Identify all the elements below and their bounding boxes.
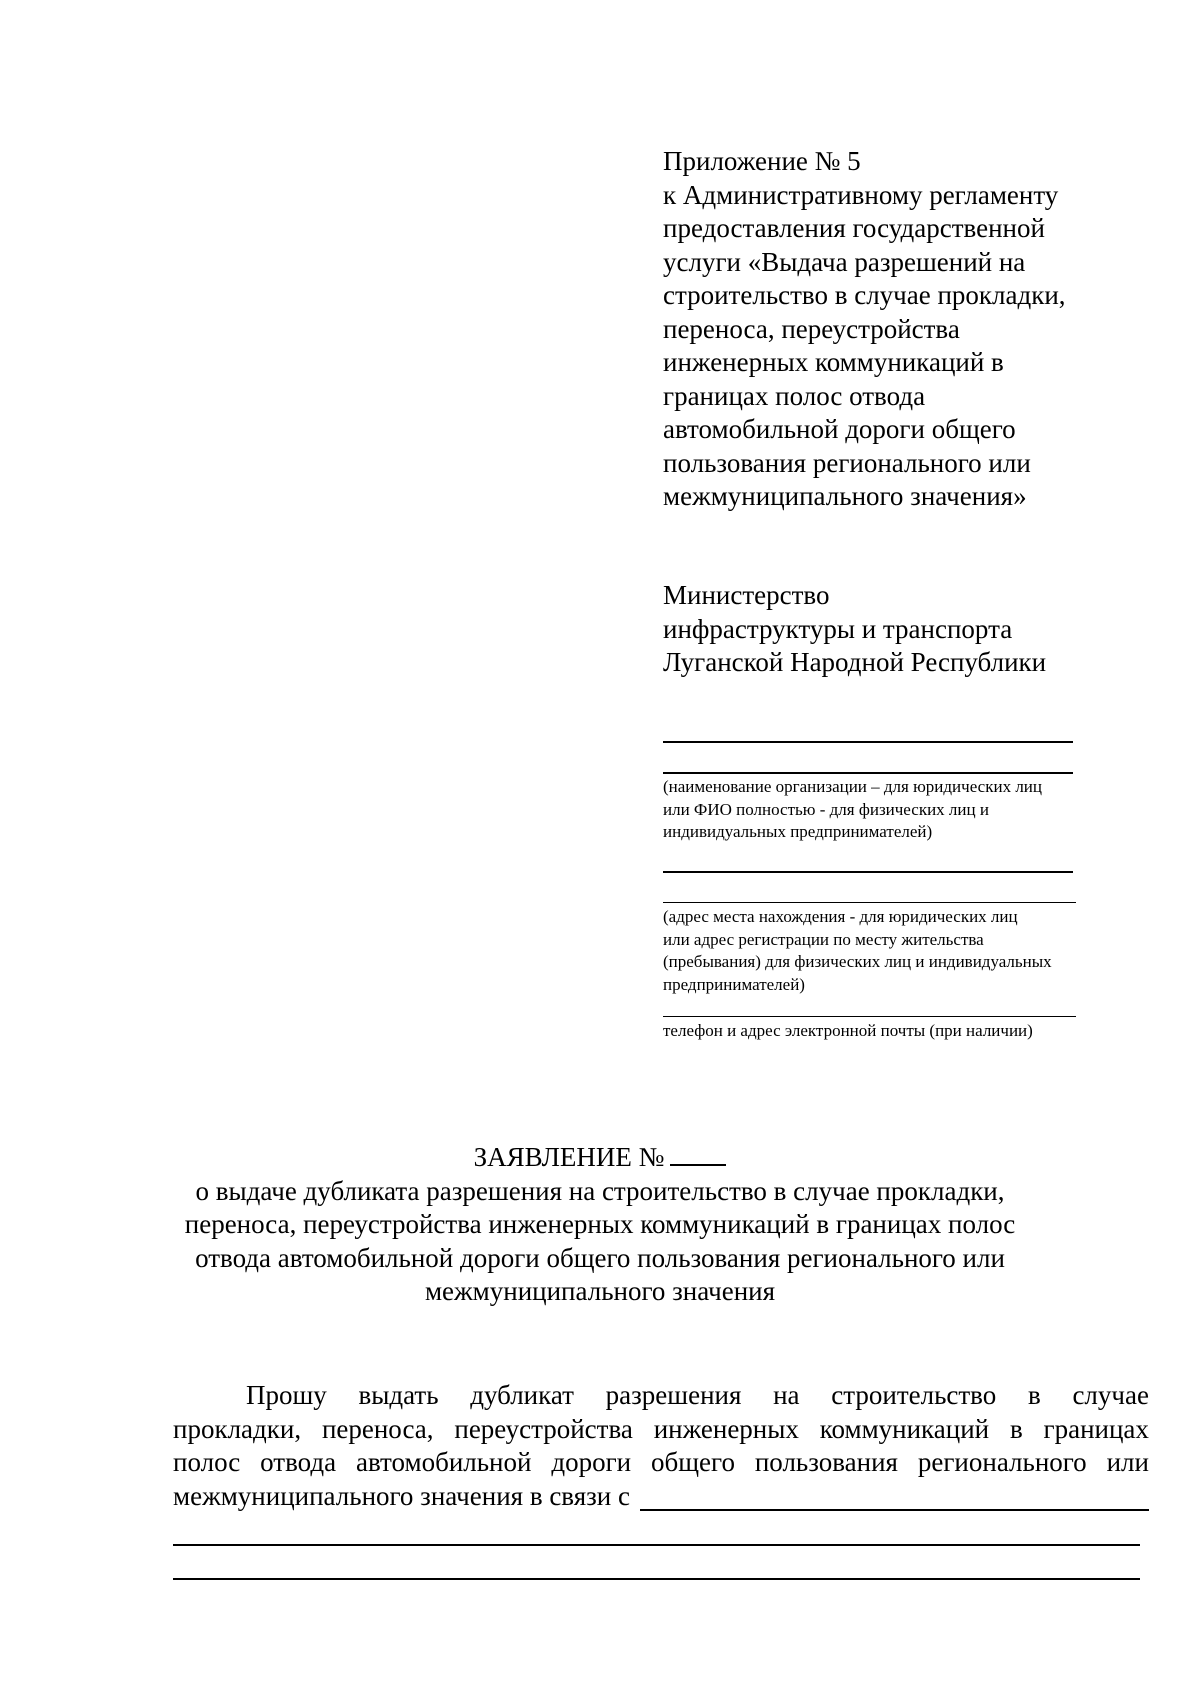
- word: инженерных: [653, 1413, 799, 1444]
- word: в: [1027, 1380, 1041, 1410]
- paragraph-line-3: [173, 1446, 1149, 1480]
- word: разрешения: [605, 1380, 742, 1410]
- caption-line: телефон и адрес электронной почты (при наличии): [663, 1021, 1033, 1040]
- addressee-line: инфраструктуры и транспорта: [663, 613, 1013, 644]
- addressee-line: Министерство: [663, 580, 830, 610]
- appendix-reference: [663, 145, 1103, 514]
- caption-line: предпринимателей): [663, 974, 805, 994]
- caption-line: (наименование организации – для юридических лиц: [663, 777, 1043, 796]
- word: переустройства: [454, 1413, 633, 1444]
- title-heading-row: [0, 1141, 1200, 1175]
- caption-line: (пребывания) для физических лиц и индивидуальных: [663, 952, 1052, 971]
- paragraph-line-1: [173, 1379, 1149, 1413]
- word: или: [1106, 1447, 1149, 1477]
- appendix-line: Приложение № 5: [663, 146, 861, 176]
- appendix-line: автомобильной дороги общего: [663, 414, 1016, 444]
- word: отвода: [260, 1447, 337, 1477]
- word: автомобильной: [356, 1447, 532, 1477]
- word: переноса,: [321, 1413, 434, 1444]
- applicant-contact-caption: [663, 1020, 1123, 1043]
- paragraph-text: межмуниципального значения в связи с: [173, 1480, 630, 1511]
- applicant-contact-field[interactable]: [663, 1016, 1076, 1017]
- paragraph-line-2: [173, 1413, 1149, 1447]
- word: Прошу: [246, 1380, 327, 1410]
- appendix-line: пользования регионального или: [663, 447, 1031, 478]
- word: в: [1009, 1413, 1023, 1444]
- document-title: [0, 1141, 1200, 1309]
- appendix-line: к Административному регламенту: [663, 179, 1059, 210]
- request-paragraph: [173, 1379, 1149, 1513]
- applicant-name-field-1[interactable]: [663, 741, 1073, 743]
- title-subtitle-line: отвода автомобильной дороги общего пользования регионального или: [195, 1242, 1005, 1273]
- appendix-line: переноса, переустройства: [663, 313, 960, 344]
- word: случае: [1072, 1380, 1149, 1410]
- applicant-address-field-1[interactable]: [663, 871, 1073, 873]
- addressee-block: [663, 579, 1103, 680]
- appendix-line: предоставления государственной: [663, 213, 1045, 243]
- word: выдать: [358, 1380, 439, 1410]
- applicant-address-caption: [663, 906, 1123, 996]
- title-subtitle-line: межмуниципального значения: [424, 1276, 776, 1306]
- applicant-address-field-2[interactable]: [663, 902, 1076, 903]
- word: дубликат: [470, 1380, 574, 1410]
- word: регионального: [917, 1447, 1087, 1477]
- appendix-line: услуги «Выдача разрешений на: [663, 246, 1026, 277]
- caption-line: или ФИО полностью - для физических лиц и: [663, 799, 989, 819]
- appendix-line: межмуниципального значения»: [663, 481, 1027, 511]
- word: общего: [651, 1447, 735, 1477]
- word: полос: [173, 1447, 241, 1477]
- application-number-field[interactable]: [670, 1144, 726, 1166]
- caption-line: (адрес места нахождения - для юридических лиц: [663, 907, 1018, 926]
- appendix-line: инженерных коммуникаций в: [663, 347, 1004, 377]
- applicant-name-field-2[interactable]: [663, 772, 1073, 774]
- appendix-line: границах полос отвода: [663, 380, 926, 411]
- word: на: [773, 1380, 800, 1410]
- paragraph-line-4: [173, 1480, 1149, 1514]
- word: пользования: [754, 1447, 898, 1477]
- title-subtitle-line: переноса, переустройства инженерных коммуникаций в границах полос: [184, 1209, 1016, 1239]
- applicant-name-caption: [663, 776, 1123, 844]
- addressee-line: Луганской Народной Республики: [663, 647, 1047, 677]
- word: прокладки,: [173, 1413, 302, 1444]
- reason-field-continuation-1[interactable]: [173, 1544, 1140, 1546]
- word: дороги: [551, 1447, 632, 1477]
- word: границах: [1043, 1413, 1149, 1444]
- title-subtitle-line: о выдаче дубликата разрешения на строительство в случае прокладки,: [195, 1175, 1005, 1206]
- title-heading: ЗАЯВЛЕНИЕ №: [473, 1142, 665, 1172]
- caption-line: или адрес регистрации по месту жительства: [663, 929, 984, 949]
- word: строительство: [831, 1380, 997, 1410]
- reason-field-continuation-2[interactable]: [173, 1578, 1140, 1580]
- reason-field[interactable]: [640, 1485, 1149, 1511]
- word: коммуникаций: [819, 1413, 990, 1444]
- caption-line: индивидуальных предпринимателей): [663, 822, 933, 841]
- appendix-line: строительство в случае прокладки,: [663, 280, 1066, 310]
